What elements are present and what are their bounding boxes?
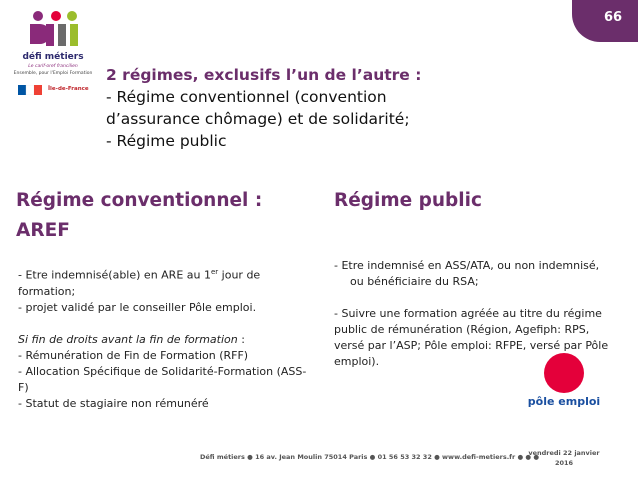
slide-title: 2 régimes, exclusifs l’un de l’autre : [106,66,422,84]
left-p1-sup: er [210,268,219,276]
left-heading-line-2: AREF [16,220,70,241]
left-paragraph-6: - Statut de stagiaire non rémunéré [18,396,209,410]
right-paragraph-2: - Suivre une formation agréée au titre du régime public de rémunération (Région, Agefiph: RPS, versé par l’ASP; Pôle emploi: RFPE, versé par Pôle emploi). [334,307,609,368]
region-logo-text: Île-de-France [48,86,89,92]
slide-date [528,448,600,468]
date-line-1: vendredi 22 janvier [528,449,600,457]
left-column-heading [16,186,262,246]
left-heading-line-1: Régime conventionnel : [16,190,263,211]
left-paragraph-2: - projet validé par le conseiller Pôle emploi. [18,300,257,314]
page-number: 66 [604,10,623,25]
footer-contact: Défi métiers ● 16 av. Jean Moulin 75014 Paris ● 01 56 53 32 32 ● www.defi-metiers.fr ● ● ● [200,453,540,461]
republique-francaise-flag-icon [18,85,42,95]
logo-name: défi métiers [22,52,84,62]
page-number-badge [572,0,638,42]
defi-metiers-mark-icon [26,10,80,50]
right-paragraph-1: - Etre indemnisé en ASS/ATA, ou non indemnisé, ou bénéficiaire du RSA; [334,259,600,288]
left-paragraph-3 [18,332,314,348]
pole-emploi-logo [526,353,602,409]
title-line-2: d’assurance chômage) et de solidarité; [106,110,410,128]
left-p3-italic: Si fin de droits avant la fin de formation [18,332,238,346]
title-line-3: - Régime public [106,132,227,150]
pole-emploi-circle-icon [544,353,584,393]
slide-title-block [106,64,466,152]
defi-metiers-logo [12,8,94,98]
left-paragraph-5: - Allocation Spécifique de Solidarité-Formation (ASS-F) [18,364,307,394]
left-paragraph-1 [18,264,314,300]
logo-subtitle: Ensemble, pour l'Emploi Formation [13,71,93,76]
logo-tagline: Le carif-oref francilien [28,64,78,69]
right-column-heading: Régime public [334,190,482,211]
left-p3-colon: : [237,332,245,346]
left-p1-end: jour de formation; [18,268,261,298]
pole-emploi-logo-text: pôle emploi [527,395,601,408]
left-column-text [18,264,314,412]
left-p1-start: - Etre indemnisé(able) en ARE au 1 [18,268,211,282]
date-line-2: 2016 [554,459,574,467]
left-paragraph-4: - Rémunération de Fin de Formation (RFF) [18,348,249,362]
title-line-1: - Régime conventionnel (convention [106,88,387,106]
